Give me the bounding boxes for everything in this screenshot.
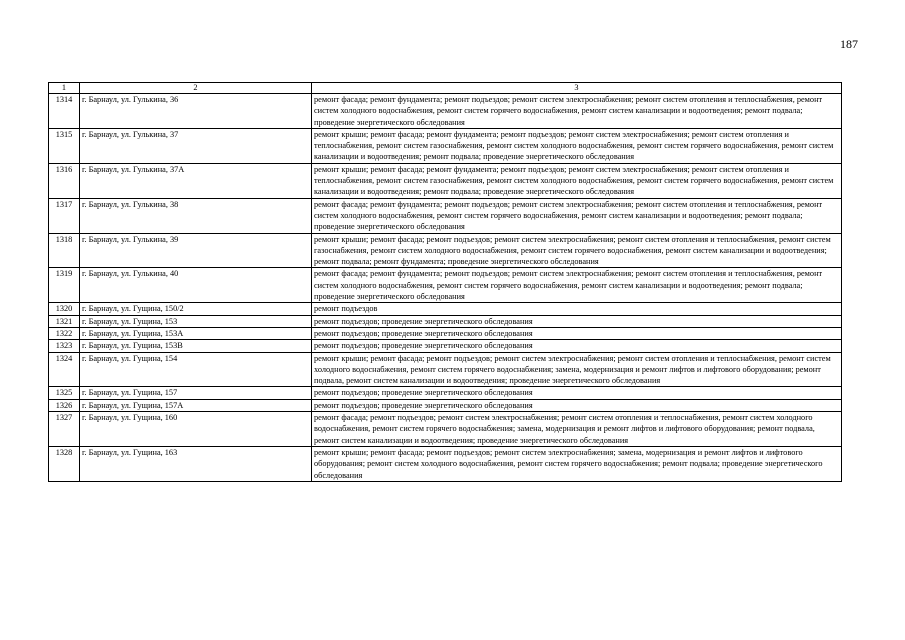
row-work-types: ремонт подъездов (312, 303, 842, 315)
row-address: г. Барнаул, ул. Гущина, 150/2 (80, 303, 312, 315)
column-header-work-types: 3 (312, 83, 842, 94)
row-number: 1315 (49, 128, 80, 163)
row-work-types: ремонт крыши; ремонт фасада; ремонт подъездов; ремонт систем электроснабжения; ремонт систем отопления и теплоснабжения, ремонт систем газоснабжения, ремонт систем холодного водоснабжения, ремонт систем горячего водоснабжения, ремонт систем канализации и водоотведения; ремонт подвала; ремонт фундамента; проведение энергетического обследования (312, 233, 842, 268)
row-address: г. Барнаул, ул. Гущина, 163 (80, 446, 312, 481)
table-row (49, 327, 842, 339)
row-address: г. Барнаул, ул. Гущина, 153А (80, 327, 312, 339)
row-work-types: ремонт фасада; ремонт фундамента; ремонт подъездов; ремонт систем электроснабжения; ремонт систем отопления и теплоснабжения, ремонт систем холодного водоснабжения, ремонт систем горячего водоснабжения, ремонт систем канализации и водоотведения; ремонт подвала; проведение энергетического обследования (312, 198, 842, 233)
table-row (49, 233, 842, 268)
row-number: 1323 (49, 340, 80, 352)
table-row (49, 198, 842, 233)
row-work-types: ремонт фасада; ремонт подъездов; ремонт систем электроснабжения; ремонт систем отопления и теплоснабжения, ремонт систем холодного водоснабжения, ремонт систем горячего водоснабжения; замена, модернизация и ремонт лифтов и лифтового оборудования; ремонт подвала, ремонт систем канализации и водоотведения; проведение энергетического обследования (312, 412, 842, 447)
row-address: г. Барнаул, ул. Гущина, 154 (80, 352, 312, 387)
row-number: 1322 (49, 327, 80, 339)
row-number: 1314 (49, 94, 80, 129)
row-number: 1325 (49, 387, 80, 399)
row-address: г. Барнаул, ул. Гущина, 157 (80, 387, 312, 399)
row-number: 1317 (49, 198, 80, 233)
row-number: 1327 (49, 412, 80, 447)
row-number: 1326 (49, 399, 80, 411)
row-address: г. Барнаул, ул. Гущина, 153 (80, 315, 312, 327)
table-body (49, 94, 842, 482)
row-address: г. Барнаул, ул. Гулькина, 40 (80, 268, 312, 303)
row-address: г. Барнаул, ул. Гулькина, 37А (80, 163, 312, 198)
row-number: 1319 (49, 268, 80, 303)
repair-registry-table (48, 82, 842, 482)
row-number: 1328 (49, 446, 80, 481)
page-number: 187 (840, 37, 858, 51)
row-address: г. Барнаул, ул. Гулькина, 39 (80, 233, 312, 268)
row-work-types: ремонт подъездов; проведение энергетического обследования (312, 340, 842, 352)
table-row (49, 163, 842, 198)
row-address: г. Барнаул, ул. Гущина, 153В (80, 340, 312, 352)
table-row (49, 412, 842, 447)
table-row (49, 315, 842, 327)
column-header-address: 2 (80, 83, 312, 94)
table-row (49, 340, 842, 352)
row-address: г. Барнаул, ул. Гущина, 160 (80, 412, 312, 447)
row-number: 1324 (49, 352, 80, 387)
row-address: г. Барнаул, ул. Гулькина, 37 (80, 128, 312, 163)
table-row (49, 94, 842, 129)
row-work-types: ремонт крыши; ремонт фасада; ремонт фундамента; ремонт подъездов; ремонт систем электроснабжения; ремонт систем отопления и теплоснабжения, ремонт систем газоснабжения, ремонт систем холодного водоснабжения, ремонт систем горячего водоснабжения, ремонт систем канализации и водоотведения; ремонт подвала; проведение энергетического обследования (312, 128, 842, 163)
row-number: 1318 (49, 233, 80, 268)
row-work-types: ремонт подъездов; проведение энергетического обследования (312, 399, 842, 411)
table-row (49, 268, 842, 303)
row-number: 1320 (49, 303, 80, 315)
row-work-types: ремонт крыши; ремонт фасада; ремонт подъездов; ремонт систем электроснабжения; замена, модернизация и ремонт лифтов и лифтового оборудования; ремонт систем холодного водоснабжения, ремонт систем горячего водоснабжения; ремонт подвала; проведение энергетического обследования (312, 446, 842, 481)
row-address: г. Барнаул, ул. Гулькина, 36 (80, 94, 312, 129)
row-work-types: ремонт крыши; ремонт фасада; ремонт подъездов; ремонт систем электроснабжения; ремонт систем отопления и теплоснабжения, ремонт систем холодного водоснабжения, ремонт систем горячего водоснабжения; замена, модернизация и ремонт лифтов и лифтового оборудования; ремонт подвала, ремонт систем канализации и водоотведения; проведение энергетического обследования (312, 352, 842, 387)
table-row (49, 399, 842, 411)
row-work-types: ремонт фасада; ремонт фундамента; ремонт подъездов; ремонт систем электроснабжения; ремонт систем отопления и теплоснабжения, ремонт систем холодного водоснабжения, ремонт систем горячего водоснабжения, ремонт систем канализации и водоотведения; ремонт подвала; проведение энергетического обследования (312, 268, 842, 303)
column-header-number: 1 (49, 83, 80, 94)
row-number: 1316 (49, 163, 80, 198)
row-work-types: ремонт подъездов; проведение энергетического обследования (312, 315, 842, 327)
table-row (49, 387, 842, 399)
row-work-types: ремонт крыши; ремонт фасада; ремонт фундамента; ремонт подъездов; ремонт систем электроснабжения; ремонт систем отопления и теплоснабжения, ремонт систем газоснабжения, ремонт систем холодного водоснабжения, ремонт систем горячего водоснабжения, ремонт систем канализации и водоотведения; ремонт подвала; проведение энергетического обследования (312, 163, 842, 198)
table-row (49, 446, 842, 481)
row-work-types: ремонт подъездов; проведение энергетического обследования (312, 327, 842, 339)
table-row (49, 303, 842, 315)
table-header-row (49, 83, 842, 94)
row-number: 1321 (49, 315, 80, 327)
row-address: г. Барнаул, ул. Гущина, 157А (80, 399, 312, 411)
row-work-types: ремонт подъездов; проведение энергетического обследования (312, 387, 842, 399)
row-work-types: ремонт фасада; ремонт фундамента; ремонт подъездов; ремонт систем электроснабжения; ремонт систем отопления и теплоснабжения, ремонт систем холодного водоснабжения, ремонт систем горячего водоснабжения, ремонт систем канализации и водоотведения; ремонт подвала; проведение энергетического обследования (312, 94, 842, 129)
table-row (49, 128, 842, 163)
table-row (49, 352, 842, 387)
row-address: г. Барнаул, ул. Гулькина, 38 (80, 198, 312, 233)
